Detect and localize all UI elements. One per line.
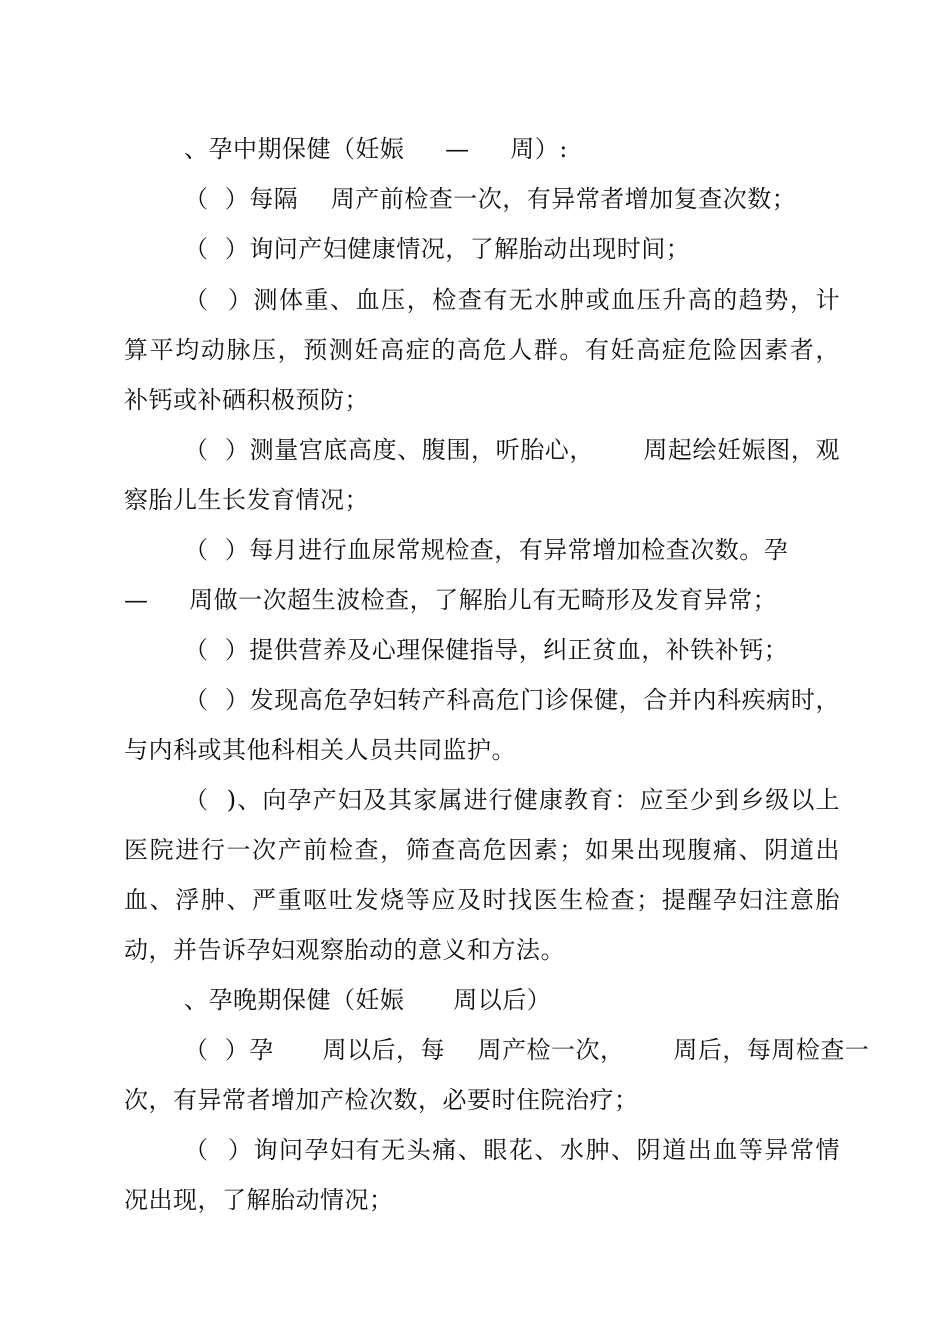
text-line: 况出现，了解胎动情况； <box>124 1186 394 1214</box>
text-line: 次，有异常者增加产检次数，必要时住院治疗； <box>124 1086 639 1114</box>
text-line: （ ）测体重、血压，检查有无水肿或血压升高的趋势，计 <box>184 286 840 314</box>
text-line: （ ）孕 周以后，每 周产检一次， 周后，每周检查一 <box>184 1036 870 1064</box>
text-line: （ )、向孕产妇及其家属进行健康教育：应至少到乡级以上 <box>184 786 840 814</box>
text-line: （ ）每月进行血尿常规检查，有异常增加检查次数。孕 <box>184 536 789 564</box>
text-line: 补钙或补硒积极预防； <box>124 386 369 414</box>
text-line: （ ）测量宫底高度、腹围，听胎心， 周起绘妊娠图，观 <box>184 436 840 464</box>
text-line: （ ）询问产妇健康情况，了解胎动出现时间； <box>184 235 691 263</box>
section-heading-late-pregnancy: 、孕晚期保健（妊娠 周以后） <box>184 986 552 1014</box>
text-line: 血、浮肿、严重呕吐发烧等应及时找医生检查；提醒孕妇注意胎 <box>124 886 840 914</box>
text-line: （ ）提供营养及心理保健指导，纠正贫血，补铁补钙； <box>184 636 789 664</box>
section-heading-mid-pregnancy: 、孕中期保健（妊娠 — 周）: <box>184 135 568 163</box>
text-line: — 周做一次超生波检查，了解胎儿有无畸形及发育异常； <box>124 586 778 614</box>
text-line: （ ）每隔 周产前检查一次，有异常者增加复查次数； <box>184 185 797 213</box>
text-line: 与内科或其他科相关人员共同监护。 <box>124 736 516 764</box>
text-line: 算平均动脉压，预测妊高症的高危人群。有妊高症危险因素者， <box>124 336 840 364</box>
text-line: （ ）询问孕妇有无头痛、眼花、水肿、阴道出血等异常情 <box>184 1136 840 1164</box>
text-line: 动，并告诉孕妇观察胎动的意义和方法。 <box>124 936 565 964</box>
text-line: 察胎儿生长发育情况； <box>124 486 369 514</box>
text-line: （ ）发现高危孕妇转产科高危门诊保健，合并内科疾病时， <box>184 686 840 714</box>
text-line: 医院进行一次产前检查，筛查高危因素；如果出现腹痛、阴道出 <box>124 836 840 864</box>
